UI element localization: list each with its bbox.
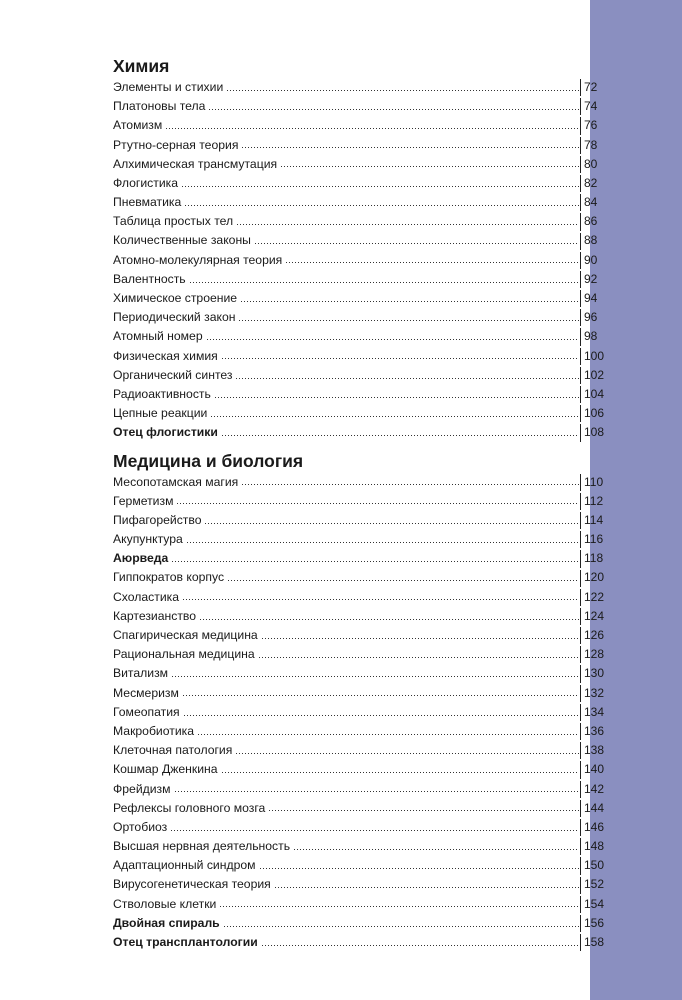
toc-list-medicine-biology [113,473,608,953]
toc-entry-page-number: 110 [584,474,604,489]
toc-entry-title: Платоновы тела [113,99,206,114]
toc-entry-page-number: 124 [584,608,605,623]
toc-entry[interactable] [113,270,608,289]
dot-leader [171,560,579,564]
toc-entry-page-number: 120 [584,570,605,585]
page-separator [580,723,581,740]
page-separator [580,175,581,192]
toc-entry[interactable] [113,549,608,568]
toc-entry-page-number: 116 [584,532,604,547]
toc-entry[interactable] [113,569,608,588]
toc-entry-title: Месопотамская магия [113,474,239,489]
toc-entry-page-number: 146 [584,819,605,834]
toc-entry[interactable] [113,741,608,760]
toc-entry-title: Отец флогистики [113,425,218,440]
toc-entry-page-number: 104 [584,386,605,401]
toc-entry[interactable] [113,385,608,404]
toc-entry-title: Аюрведа [113,551,169,566]
toc-entry-page-number: 84 [584,195,598,210]
dot-leader [241,483,579,487]
toc-entry-title: Органический синтез [113,367,233,382]
toc-entry-title: Стволовые клетки [113,896,217,911]
toc-entry-title: Герметизм [113,493,174,508]
toc-entry-title: Пневматика [113,195,182,210]
toc-entry-page-number: 156 [584,915,605,930]
page-separator [580,271,581,288]
dot-leader [227,579,579,583]
toc-entry-page-number: 92 [584,271,598,286]
toc-entry-title: Акупунктура [113,532,183,547]
page-separator [580,252,581,269]
toc-entry[interactable] [113,136,608,155]
section-title-medicine-biology: Медицина и биология [113,450,304,471]
toc-entry-page-number: 144 [584,800,605,815]
toc-entry-title: Спагирическая медицина [113,628,258,643]
toc-entry-title: Вирусогенетическая теория [113,877,271,892]
dot-leader [261,636,579,640]
toc-entry[interactable] [113,78,608,97]
toc-entry[interactable] [113,193,608,212]
toc-entry-title: Флогистика [113,175,179,190]
page-separator [580,781,581,798]
page-separator [580,98,581,115]
dot-leader [197,732,579,736]
toc-entry[interactable] [113,645,608,664]
toc-entry[interactable] [113,684,608,703]
dot-leader [189,280,579,284]
toc-entry[interactable] [113,251,608,270]
dot-leader [219,905,579,909]
toc-entry[interactable] [113,347,608,366]
page-separator [580,309,581,326]
page-separator [580,627,581,644]
page-separator [580,857,581,874]
page-separator [580,117,581,134]
toc-entry-page-number: 112 [584,493,604,508]
page-separator [580,665,581,682]
toc-entry-title: Рациональная медицина [113,647,255,662]
toc-entry-title: Месмеризм [113,685,179,700]
toc-entry-title: Валентность [113,271,186,286]
page-separator [580,348,581,365]
toc-entry-title: Витализм [113,666,169,681]
dot-leader [259,867,579,871]
toc-entry-page-number: 132 [584,685,605,700]
dot-leader [186,540,579,544]
toc-entry-page-number: 154 [584,896,605,911]
dot-leader [176,502,579,506]
dot-leader [208,107,579,111]
dot-leader [210,414,579,418]
page-separator [580,233,581,250]
page-separator [580,474,581,491]
dot-leader [204,521,579,525]
page-separator [580,608,581,625]
dot-leader [182,694,579,698]
toc-entry[interactable] [113,492,608,511]
toc-entry[interactable] [113,155,608,174]
toc-entry-title: Высшая нервная деятельность [113,839,291,854]
toc-list-chemistry [113,78,608,443]
page-separator [580,934,581,951]
toc-entry[interactable] [113,366,608,385]
toc-entry[interactable] [113,664,608,683]
toc-entry-page-number: 74 [584,99,598,114]
toc-entry-page-number: 98 [584,329,598,344]
toc-entry[interactable] [113,856,608,875]
page-separator [580,424,581,441]
toc-entry-title: Схоластика [113,589,180,604]
toc-entry-title: Атомный номер [113,329,203,344]
dot-leader [293,847,579,851]
toc-entry[interactable] [113,780,608,799]
toc-entry[interactable] [113,837,608,856]
toc-entry-title: Количественные законы [113,233,251,248]
toc-entry[interactable] [113,97,608,116]
dot-leader [238,318,579,322]
toc-entry-page-number: 78 [584,137,598,152]
toc-entry[interactable] [113,933,608,952]
page-separator [580,877,581,894]
toc-entry[interactable] [113,289,608,308]
toc-entry[interactable] [113,174,608,193]
toc-entry[interactable] [113,327,608,346]
toc-entry-page-number: 148 [584,839,605,854]
page-separator [580,589,581,606]
page-separator [580,194,581,211]
page-separator [580,761,581,778]
toc-entry-title: Атомно-молекулярная теория [113,252,283,267]
page-separator [580,646,581,663]
toc-entry-title: Адаптационный синдром [113,858,256,873]
table-of-contents [113,54,608,952]
page-separator [580,367,581,384]
toc-entry-page-number: 80 [584,156,598,171]
toc-entry-title: Радиоактивность [113,386,211,401]
page-separator [580,704,581,721]
toc-entry-title: Рефлексы головного мозга [113,800,266,815]
dot-leader [206,338,579,342]
toc-entry-title: Химическое строение [113,291,238,306]
toc-entry-page-number: 136 [584,723,605,738]
toc-entry[interactable] [113,760,608,779]
toc-entry-page-number: 158 [584,935,605,950]
toc-entry-page-number: 102 [584,367,605,382]
toc-entry-page-number: 90 [584,252,598,267]
toc-entry[interactable] [113,895,608,914]
page-separator [580,328,581,345]
dot-leader [226,88,579,92]
dot-leader [236,223,579,227]
page-separator [580,137,581,154]
toc-entry-page-number: 108 [584,425,605,440]
toc-entry-page-number: 82 [584,175,598,190]
toc-entry[interactable] [113,914,608,933]
toc-entry-title: Таблица простых тел [113,214,234,229]
toc-entry-page-number: 128 [584,647,605,662]
dot-leader [280,165,579,169]
toc-entry[interactable] [113,722,608,741]
toc-entry-title: Ртутно-серная теория [113,137,239,152]
dot-leader [241,146,579,150]
toc-entry-page-number: 94 [584,291,598,306]
dot-leader [174,790,579,794]
page-separator [580,493,581,510]
page-separator [580,405,581,422]
toc-entry-title: Клеточная патология [113,743,233,758]
toc-entry-page-number: 114 [584,512,604,527]
dot-leader [223,924,579,928]
dot-leader [285,261,579,265]
page-separator [580,531,581,548]
page-separator [580,800,581,817]
toc-entry-title: Макробиотика [113,723,195,738]
toc-entry-page-number: 88 [584,233,598,248]
dot-leader [199,617,579,621]
toc-entry-title: Атомизм [113,118,163,133]
toc-entry-title: Двойная спираль [113,915,220,930]
dot-leader [170,828,579,832]
toc-entry-title: Физическая химия [113,348,218,363]
toc-entry-title: Периодический закон [113,310,236,325]
page-separator [580,156,581,173]
toc-entry[interactable] [113,530,608,549]
dot-leader [165,127,579,131]
toc-entry-page-number: 86 [584,214,598,229]
page-separator [580,742,581,759]
page-separator [580,685,581,702]
dot-leader [221,357,579,361]
toc-entry[interactable] [113,232,608,251]
dot-leader [184,203,579,207]
toc-entry-title: Алхимическая трансмутация [113,156,278,171]
toc-entry[interactable] [113,876,608,895]
toc-entry-title: Пифагорейство [113,512,202,527]
toc-entry-page-number: 118 [584,551,604,566]
toc-entry[interactable] [113,308,608,327]
page-separator [580,290,581,307]
toc-entry-title: Гиппократов корпус [113,570,225,585]
dot-leader [258,655,579,659]
dot-leader [221,434,579,438]
toc-entry-page-number: 126 [584,628,605,643]
toc-entry-title: Фрейдизм [113,781,171,796]
toc-entry[interactable] [113,588,608,607]
toc-entry-page-number: 140 [584,762,605,777]
toc-entry[interactable] [113,799,608,818]
page-separator [580,570,581,587]
dot-leader [214,395,579,399]
toc-entry-page-number: 130 [584,666,605,681]
toc-entry-page-number: 142 [584,781,605,796]
toc-entry-title: Гомеопатия [113,704,180,719]
dot-leader [268,809,579,813]
toc-entry-page-number: 72 [584,79,598,94]
toc-entry-page-number: 138 [584,743,605,758]
page-separator [580,550,581,567]
toc-entry[interactable] [113,473,608,492]
dot-leader [221,771,579,775]
dot-leader [235,751,579,755]
toc-entry[interactable] [113,818,608,837]
page-separator [580,213,581,230]
toc-entry[interactable] [113,423,608,442]
dot-leader [261,943,579,947]
toc-entry-title: Цепные реакции [113,406,208,421]
page-separator [580,79,581,96]
section-title-chemistry: Химия [113,56,170,76]
toc-entry-page-number: 122 [584,589,605,604]
page-separator [580,386,581,403]
toc-entry-page-number: 134 [584,704,605,719]
page-separator [580,896,581,913]
dot-leader [182,598,579,602]
toc-entry-title: Кошмар Дженкина [113,762,218,777]
toc-entry-page-number: 96 [584,310,598,325]
toc-entry[interactable] [113,703,608,722]
page-separator [580,512,581,529]
toc-entry[interactable] [113,116,608,135]
toc-entry-page-number: 150 [584,858,605,873]
toc-entry-page-number: 100 [584,348,605,363]
dot-leader [254,242,579,246]
toc-entry-page-number: 106 [584,406,605,421]
toc-entry[interactable] [113,626,608,645]
toc-entry-title: Ортобиоз [113,819,168,834]
toc-entry[interactable] [113,607,608,626]
page-separator [580,915,581,932]
toc-entry-title: Элементы и стихии [113,79,224,94]
dot-leader [181,184,579,188]
dot-leader [240,299,579,303]
toc-entry[interactable] [113,212,608,231]
dot-leader [274,886,579,890]
dot-leader [183,713,579,717]
toc-entry[interactable] [113,404,608,423]
toc-entry[interactable] [113,511,608,530]
dot-leader [235,376,579,380]
toc-entry-title: Картезианство [113,608,197,623]
toc-entry-title: Отец трансплантологии [113,935,258,950]
toc-entry-page-number: 76 [584,118,598,133]
page-separator [580,838,581,855]
dot-leader [171,675,579,679]
toc-entry-page-number: 152 [584,877,605,892]
page-separator [580,819,581,836]
